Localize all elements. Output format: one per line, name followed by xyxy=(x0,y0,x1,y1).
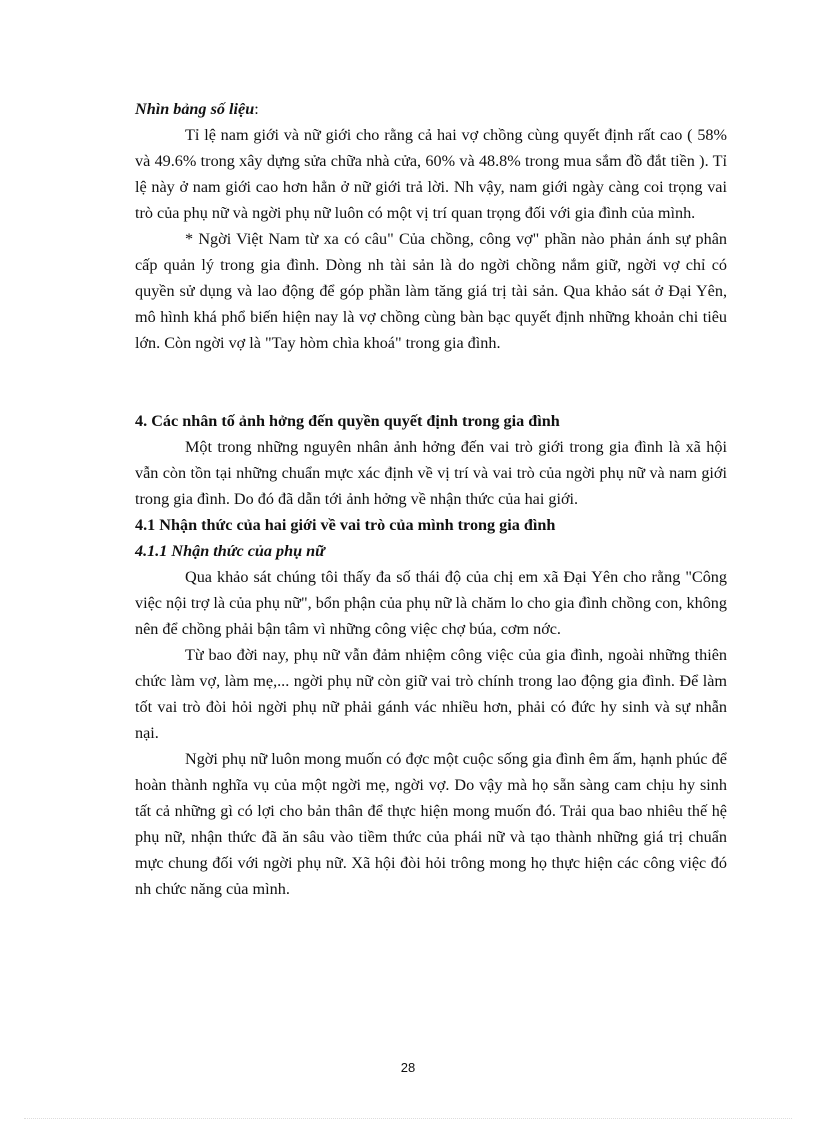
paragraph-6: Ngời phụ nữ luôn mong muốn có đợc một cuộc sống gia đình êm ấm, hạnh phúc để hoàn thành nghĩa vụ của một ngời mẹ, ngời vợ. Do vậy mà họ sẵn sàng cam chịu hy sinh tất cả những gì có lợi cho bản thân để thực hiện mong muốn đó. Trải qua bao nhiêu thế hệ phụ nữ, nhận thức đã ăn sâu vào tiềm thức của phái nữ và tạo thành những giá trị chuẩn mực chung đối với ngời phụ nữ. Xã hội đòi hỏi trông mong họ thực hiện các công việc đó nh chức năng của mình. xyxy=(135,750,727,898)
paragraph-5: Từ bao đời nay, phụ nữ vẫn đảm nhiệm công việc của gia đình, ngoài những thiên chức làm vợ, làm mẹ,... ngời phụ nữ còn giữ vai trò chính trong lao động gia đình. Để làm tốt vai trò đòi hỏi ngời phụ nữ phải gánh vác nhiều hơn, phải có đức hy sinh và sự nhẫn nại. xyxy=(135,646,727,742)
label-text: Nhìn bảng số liệu xyxy=(135,100,255,118)
page-number: 28 xyxy=(400,1060,416,1075)
table-review-label xyxy=(135,96,727,122)
document-body xyxy=(135,96,727,902)
label-colon: : xyxy=(254,100,259,118)
heading-section-4-1-1: 4.1.1 Nhận thức của phụ nữ xyxy=(135,542,325,560)
paragraph-1: Tỉ lệ nam giới và nữ giới cho rằng cả hai vợ chồng cùng quyết định rất cao ( 58% và 49.6% trong xây dựng sửa chữa nhà cửa, 60% và 48.8% trong mua sắm đồ đắt tiền ). Tỉ lệ này ở nam giới cao hơn hẳn ở nữ giới trả lời. Nh vậy, nam giới ngày càng coi trọng vai trò của phụ nữ và ngời phụ nữ luôn có một vị trí quan trọng đối với gia đình của mình. xyxy=(135,126,727,222)
section-gap xyxy=(135,356,727,408)
heading-section-4: 4. Các nhân tố ảnh hởng đến quyền quyết định trong gia đình xyxy=(135,412,560,430)
heading-section-4-1: 4.1 Nhận thức của hai giới về vai trò của mình trong gia đình xyxy=(135,516,556,534)
page-bottom-border xyxy=(24,1118,792,1119)
paragraph-3: Một trong những nguyên nhân ảnh hởng đến vai trò giới trong gia đình là xã hội vẫn còn tồn tại những chuẩn mực xác định về vị trí và vai trò của ngời phụ nữ và nam giới trong gia đình. Do đó đã dẫn tới ảnh hởng về nhận thức của hai giới. xyxy=(135,438,727,508)
paragraph-2: * Ngời Việt Nam từ xa có câu" Của chồng, công vợ" phần nào phản ánh sự phân cấp quản lý trong gia đình. Dòng nh tài sản là do ngời chồng nắm giữ, ngời vợ chỉ có quyền sử dụng và lao động để góp phần làm tăng giá trị tài sản. Qua khảo sát ở Đại Yên, mô hình khá phổ biến hiện nay là vợ chồng cùng bàn bạc quyết định những khoản chi tiêu lớn. Còn ngời vợ là "Tay hòm chìa khoá" trong gia đình. xyxy=(135,230,727,352)
paragraph-4: Qua khảo sát chúng tôi thấy đa số thái độ của chị em xã Đại Yên cho rằng "Công việc nội trợ là của phụ nữ", bổn phận của phụ nữ là chăm lo cho gia đình chồng con, không nên để chồng phải bận tâm vì những công việc chợ búa, cơm nớc. xyxy=(135,568,727,638)
